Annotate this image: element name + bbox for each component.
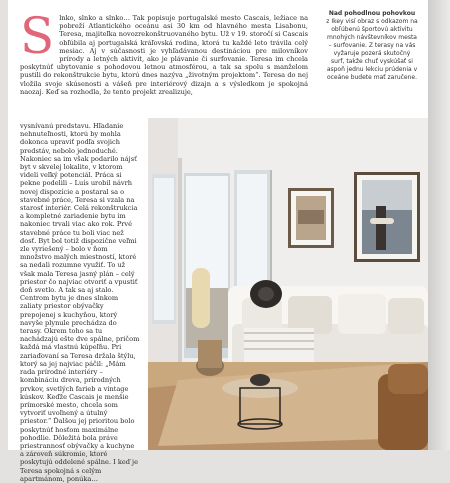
drop-cap: S bbox=[20, 7, 55, 65]
article-column-text: vysnívanú predstavu. Hľadanie nehnuteľnosti, ktorú by mohla dokonca upraviť podľa svojich predstáv, nebolo jednoduché. Nakoniec sa im však podarilo nájsť byt v skvelej lokalite, v ktorom videli veľký potenciál. Práca si pekne podelili – Luís urobil návrh novej dispozície a postaral sa o stavebné práce, Teresa si vzala na starosť interiér. Celá rekonštrukcia a kompletné zariadenie bytu im nakoniec trvali viac ako rok. Prvé stavebné práce tu boli viac než dosť. Byt bol totiž dispozične veľmi zle vyriešený – bolo v ňom množstvo malých miestností, ktoré sa nedali rozumne využiť. To už však mala Teresa jasný plán – celý priestor čo najviac otvoriť a vpustiť doň svetlo. A tak sa aj stalo. Centrom bytu je dnes slnkom zaliaty priestor obývačky prepojenej s kuchyňou, ktorý navyše plynule prechádza do terasy. Okrem toho sa tu nachádzajú ešte dve spálne, pričom každá má vlastnú kúpeľňu. Pri zariaďovaní sa Teresa držala štýlu, ktorý sa jej najviac páčil: „Mám rada prírodné interiéry – kombináciu dreva, prírodných prvkov, svetlých farieb a vintage kúskov. Keďže Cascais je menšie prímorské mesto, chcela som vytvoriť uvoľnený a útulný priestor.“ Ďalšou jej prioritou bolo poskytnúť hosťom maximálne pohodlie. Dôležitá bola práve priestrannosť obývačky a kuchyne a zároveň súkromie, ktoré poskytujú oddelené spálne. I keď je Teresa spokojná s celým apartmánom, ponúka… bbox=[20, 122, 140, 483]
caption-body: z Ikey visí obraz s odkazom na obľúbenú športovú aktivitu mnohých návštevníkov mesta – surfovanie. Z terasy na vás vyžaruje pozerá skutočný surf, takže chuť vyskúšať si aspoň jednu lekciu prúdenia v oceáne budete mať zaručene. bbox=[326, 18, 418, 81]
article-intro-text: lnko, slnko a slnko… Tak popisuje portugalské mesto Cascais, ležiace na pobreží Atlantického oceánu asi 30 km od hlavného mesta Lisabonu, Teresa, majiteľka novozrekonštruovaného bytu. Už v 19. storočí si Cascais obľúbila aj portugalská kráľovská rodina, ktorá tu každé leto trávila celý mesiac. Aj v súčasnosti je vyhľadávanou destináciou pre milovníkov prírody a letných aktivít, ako je plávanie či surfovanie. Teresa im chcela poskytnúť ubytovanie s pohodovou letnou atmosférou, a tak sa spolu s manželom pustili do rekonštrukcie bytu, ktorú dnes nazýva „životným projektom“. Teresa do nej vložila svoje skúsenosti a vášeň pre interiérový dizajn a s výsledkom je spokojná naozaj. Keď sa rozhodla, že tento projekt zrealizuje, bbox=[20, 14, 308, 96]
caption-title: Nad pohodlnou pohovkou bbox=[328, 10, 416, 17]
magazine-page bbox=[8, 0, 428, 483]
living-room-photo bbox=[148, 118, 428, 450]
page-edge bbox=[428, 0, 450, 450]
article-column bbox=[20, 122, 140, 483]
photo-caption bbox=[326, 10, 418, 82]
article-intro bbox=[20, 7, 308, 96]
